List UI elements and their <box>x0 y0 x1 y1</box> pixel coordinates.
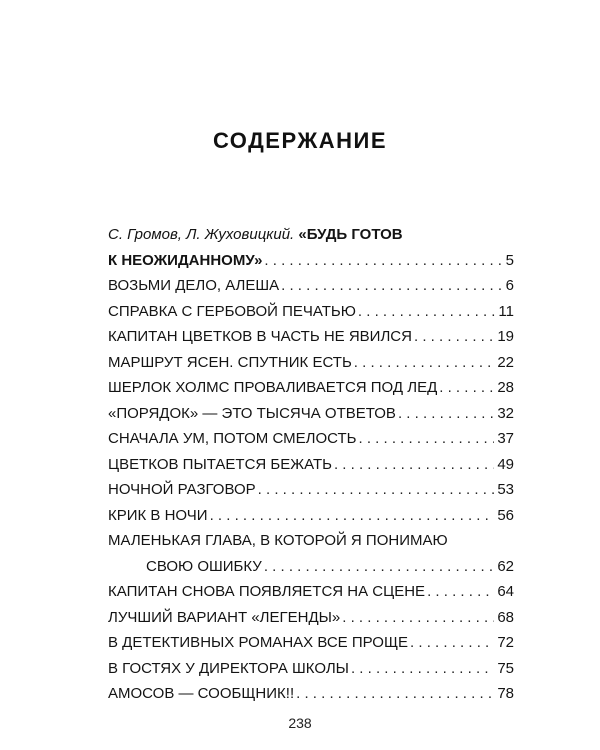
toc-entry-preface[interactable] <box>108 222 514 273</box>
entry-label: ЛУЧШИЙ ВАРИАНТ «ЛЕГЕНДЫ» <box>108 608 341 626</box>
dot-leader <box>264 554 495 580</box>
preface-title-line1: «БУДЬ ГОТОВ <box>298 226 403 243</box>
dot-leader <box>281 273 503 299</box>
toc-entry[interactable] <box>108 350 514 376</box>
dot-leader <box>264 248 502 274</box>
toc-entry-multiline[interactable] <box>108 528 514 579</box>
page-number: 238 <box>288 715 312 731</box>
page-ref: 22 <box>497 353 514 371</box>
dot-leader <box>427 579 494 605</box>
page-ref: 6 <box>505 277 514 294</box>
toc-entry[interactable] <box>108 375 514 401</box>
preface-author: С. Громов, Л. Жуховицкий. <box>108 226 295 243</box>
page-ref: 32 <box>497 404 514 422</box>
page-title: СОДЕРЖАНИЕ <box>212 128 388 153</box>
entry-label: КРИК В НОЧИ <box>108 506 208 524</box>
dot-leader <box>439 375 494 401</box>
page-ref: 75 <box>497 659 514 677</box>
page-ref: 49 <box>497 455 514 473</box>
entry-label: КАПИТАН ЦВЕТКОВ В ЧАСТЬ НЕ ЯВИЛСЯ <box>108 328 412 345</box>
entry-label: СПРАВКА С ГЕРБОВОЙ ПЕЧАТЬЮ <box>108 302 356 320</box>
dot-leader <box>359 426 495 452</box>
toc-entries-group <box>108 579 514 707</box>
preface-title-line2: К НЕОЖИДАННОМУ» <box>108 251 263 269</box>
page-ref: 5 <box>505 251 514 269</box>
dot-leader <box>351 656 494 682</box>
page-ref: 11 <box>498 302 514 320</box>
toc-entries-group <box>108 273 514 528</box>
page-ref: 68 <box>497 608 514 626</box>
toc-entry[interactable] <box>108 656 514 682</box>
entry-label-line1: МАЛЕНЬКАЯ ГЛАВА, В КОТОРОЙ Я ПОНИМАЮ <box>108 532 448 549</box>
dot-leader <box>342 605 494 631</box>
toc-entry[interactable] <box>108 299 514 325</box>
toc-entry[interactable] <box>108 324 514 350</box>
dot-leader <box>334 452 494 478</box>
entry-label: «ПОРЯДОК» — ЭТО ТЫСЯЧА ОТВЕТОВ <box>108 404 396 422</box>
page-ref: 53 <box>497 481 514 498</box>
toc-entry[interactable] <box>108 681 514 707</box>
entry-label: ШЕРЛОК ХОЛМС ПРОВАЛИВАЕТСЯ ПОД ЛЕД <box>108 379 438 396</box>
dot-leader <box>354 350 495 376</box>
dot-leader <box>258 477 495 503</box>
entry-label: СНАЧАЛА УМ, ПОТОМ СМЕЛОСТЬ <box>108 430 357 447</box>
toc-entry[interactable] <box>108 605 514 631</box>
entry-label-line2: СВОЮ ОШИБКУ <box>146 557 262 575</box>
page-ref: 64 <box>497 583 514 600</box>
page-ref: 56 <box>497 506 514 524</box>
dot-leader <box>414 324 494 350</box>
toc-entry[interactable] <box>108 477 514 503</box>
toc-entry[interactable] <box>108 630 514 656</box>
toc-entry[interactable] <box>108 452 514 478</box>
toc-entry[interactable] <box>108 426 514 452</box>
entry-label: НОЧНОЙ РАЗГОВОР <box>108 481 256 498</box>
entry-label: В ГОСТЯХ У ДИРЕКТОРА ШКОЛЫ <box>108 659 349 677</box>
page-ref: 37 <box>497 430 514 447</box>
toc-entry[interactable] <box>108 273 514 299</box>
dot-leader <box>410 630 494 656</box>
dot-leader <box>296 681 494 707</box>
toc-entry[interactable] <box>108 579 514 605</box>
table-of-contents <box>108 222 514 707</box>
entry-label: МАРШРУТ ЯСЕН. СПУТНИК ЕСТЬ <box>108 353 352 371</box>
page-ref: 62 <box>497 557 514 575</box>
toc-entry[interactable] <box>108 503 514 529</box>
entry-label: ЦВЕТКОВ ПЫТАЕТСЯ БЕЖАТЬ <box>108 455 332 473</box>
entry-label: АМОСОВ — СООБЩНИК!! <box>108 685 295 702</box>
page-ref: 78 <box>497 685 514 702</box>
page-ref: 28 <box>497 379 514 396</box>
toc-entry[interactable] <box>108 401 514 427</box>
page-ref: 19 <box>497 328 514 345</box>
dot-leader <box>210 503 495 529</box>
dot-leader <box>358 299 496 325</box>
dot-leader <box>398 401 494 427</box>
page-ref: 72 <box>497 634 514 651</box>
entry-label: КАПИТАН СНОВА ПОЯВЛЯЕТСЯ НА СЦЕНЕ <box>108 583 426 600</box>
entry-label: В ДЕТЕКТИВНЫХ РОМАНАХ ВСЕ ПРОЩЕ <box>108 634 409 651</box>
entry-label: ВОЗЬМИ ДЕЛО, АЛЕША <box>108 277 280 294</box>
